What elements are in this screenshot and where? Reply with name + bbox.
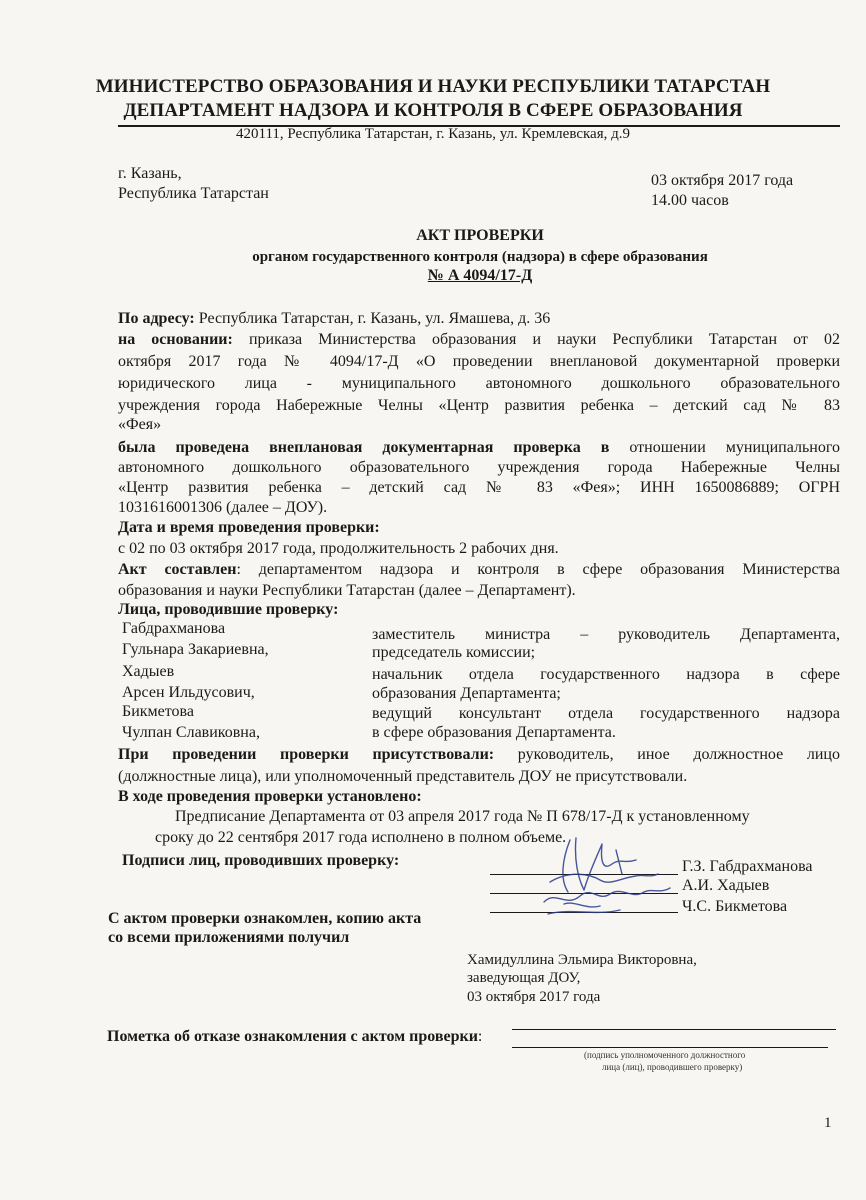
basis-line-1 [118, 330, 840, 349]
basis-line-3: юридического лица - муниципального автономного дошкольного образовательного [118, 375, 840, 392]
refusal-line [107, 1027, 482, 1046]
findings-label: В ходе проведения проверки установлено: [118, 788, 422, 805]
basis-line-4: учреждения города Набережные Челны «Центр развития ребенка – детский сад № 83 [118, 397, 840, 414]
act-subtitle: органом государственного контроля (надзора) в сфере образования [252, 249, 708, 265]
refusal-colon: : [477, 1028, 483, 1045]
signature-name-2: А.И. Хадыев [682, 877, 770, 894]
act-title: АКТ ПРОВЕРКИ [416, 227, 544, 244]
refusal-signature-line [512, 1047, 828, 1048]
inspector-2-name-1: Хадыев [122, 663, 175, 680]
compiled-line-1 [118, 560, 840, 579]
findings-line-2: сроку до 22 сентября 2017 года исполнено в полном объеме. [155, 829, 567, 846]
refusal-caption-1: (подпись уполномоченного должностного [584, 1050, 746, 1060]
inspector-1-name-1: Габдрахманова [122, 620, 226, 637]
presence-line-1 [118, 745, 840, 764]
basis-line-2: октября 2017 года № 4094/17-Д «О проведении внеплановой документарной проверки [118, 353, 840, 370]
inspectors-label: Лица, проводившие проверку: [118, 601, 339, 618]
ministry-title: МИНИСТЕРСТВО ОБРАЗОВАНИЯ И НАУКИ РЕСПУБЛИКИ ТАТАРСТАН [95, 76, 771, 97]
basis-line-5: «Фея» [118, 416, 162, 433]
department-title: ДЕПАРТАМЕНТ НАДЗОРА И КОНТРОЛЯ В СФЕРЕ ОБРАЗОВАНИЯ [123, 100, 743, 121]
inspector-3-role-1: ведущий консультант отдела государственного надзора [372, 705, 840, 722]
recipient-date: 03 октября 2017 года [467, 989, 601, 1005]
inspector-2-role-1: начальник отдела государственного надзора в сфере [372, 666, 840, 683]
findings-line-1: Предписание Департамента от 03 апреля 2017 года № П 678/17-Д к установленному [175, 808, 750, 825]
acknowledgment-line-2: со всеми приложениями получил [108, 929, 350, 946]
refusal-label: Пометка об отказе ознакомления с актом проверки [107, 1028, 478, 1045]
compiled-text-1: : департаментом надзора и контроля в сфере образования Министерства [236, 561, 840, 578]
inspection-label: была проведена внеплановая документарная проверка в [118, 439, 610, 456]
act-time: 14.00 часов [651, 192, 729, 209]
acknowledgment-line-1: С актом проверки ознакомлен, копию акта [108, 910, 422, 927]
department-address: 420111, Республика Татарстан, г. Казань, ул. Кремлевская, д.9 [236, 126, 630, 142]
address-label: По адресу: [118, 310, 195, 327]
act-number: № А 4094/17-Д [427, 267, 533, 284]
inspection-line-4: 1031616001306 (далее – ДОУ). [118, 499, 328, 516]
inspection-datetime-label: Дата и время проведения проверки: [118, 519, 380, 536]
inspection-text-1: отношении муниципального [609, 439, 840, 456]
address-line [118, 309, 550, 328]
place-city: г. Казань, [118, 165, 182, 182]
inspection-line-1 [118, 438, 840, 457]
recipient-name: Хамидуллина Эльмира Викторовна, [467, 952, 697, 968]
compiled-line-2: образования и науки Республики Татарстан (далее – Департамент). [118, 582, 576, 599]
basis-label: на основании: [118, 331, 233, 348]
handwritten-signatures-icon [540, 830, 680, 920]
inspector-2-name-2: Арсен Ильдусович, [122, 684, 255, 701]
inspection-datetime-value: с 02 по 03 октября 2017 года, продолжительность 2 рабочих дня. [118, 540, 559, 557]
signatures-label: Подписи лиц, проводивших проверку: [122, 852, 400, 869]
compiled-label: Акт составлен [118, 561, 237, 578]
inspector-3-role-2: в сфере образования Департамента. [372, 724, 616, 741]
inspector-3-name-1: Бикметова [122, 703, 194, 720]
address-value: Республика Татарстан, г. Казань, ул. Ямашева, д. 36 [194, 310, 551, 327]
page-number: 1 [824, 1115, 832, 1131]
act-date: 03 октября 2017 года [651, 172, 794, 189]
presence-line-2: (должностные лица), или уполномоченный представитель ДОУ не присутствовали. [118, 768, 688, 785]
refusal-caption-2: лица (лиц), проводившего проверку) [602, 1062, 743, 1072]
presence-text-1: руководитель, иное должностное лицо [494, 746, 840, 763]
inspector-1-role-2: председатель комиссии; [372, 644, 536, 661]
recipient-role: заведующая ДОУ, [467, 970, 581, 986]
inspector-2-role-2: образования Департамента; [372, 685, 561, 702]
signature-name-1: Г.З. Габдрахманова [682, 858, 813, 875]
inspector-1-role-1: заместитель министра – руководитель Департамента, [372, 626, 840, 643]
signature-name-3: Ч.С. Бикметова [682, 898, 788, 915]
basis-text-1: приказа Министерства образования и науки Республики Татарстан от 02 [232, 331, 841, 348]
inspector-1-name-2: Гульнара Закариевна, [122, 641, 269, 658]
inspector-3-name-2: Чулпан Славиковна, [122, 724, 260, 741]
refusal-line-upper [512, 1029, 836, 1030]
inspection-line-3: «Центр развития ребенка – детский сад № 83 «Фея»; ИНН 1650086889; ОГРН [118, 479, 840, 496]
place-republic: Республика Татарстан [118, 185, 269, 202]
presence-label: При проведении проверки присутствовали: [118, 746, 495, 763]
inspection-line-2: автономного дошкольного образовательного учреждения города Набережные Челны [118, 459, 840, 476]
